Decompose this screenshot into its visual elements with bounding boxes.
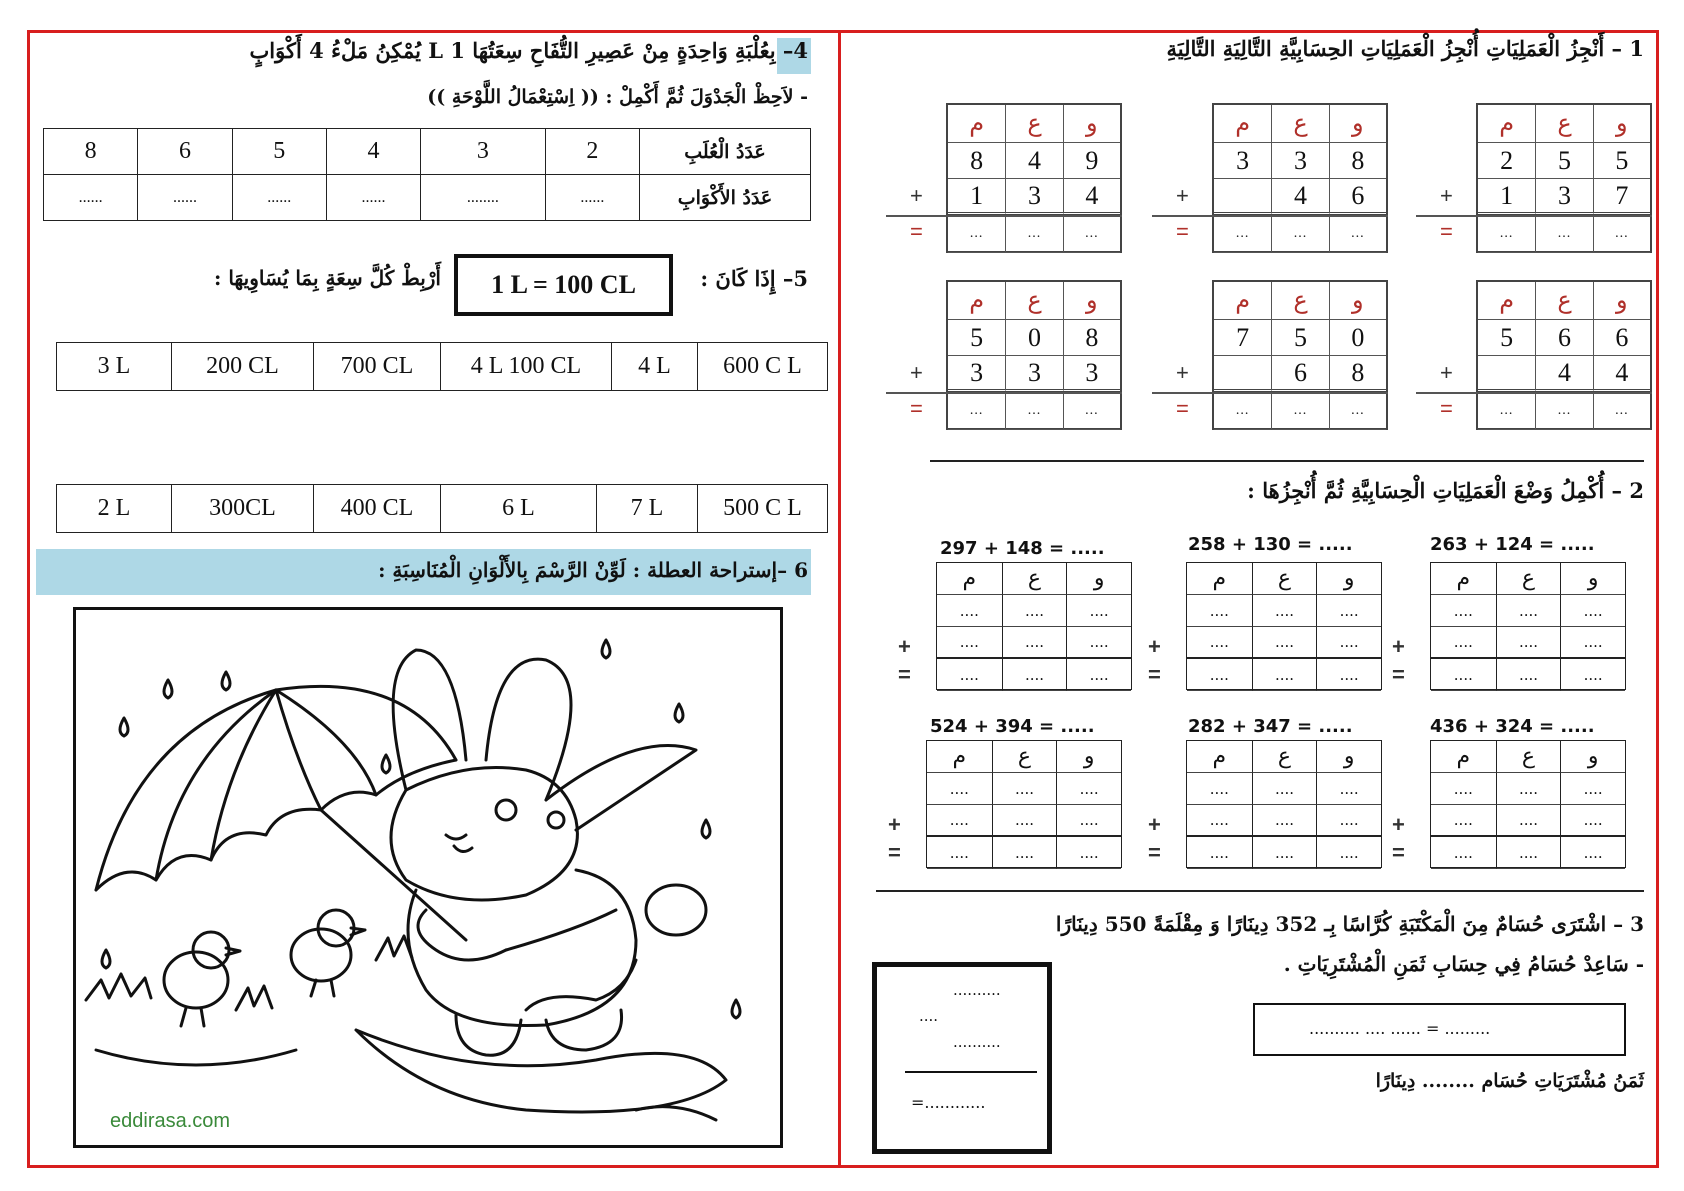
blank-cell[interactable]: .... — [937, 627, 1002, 659]
plus-sign: + — [888, 812, 901, 837]
plus-sign: + — [910, 183, 923, 208]
answer-cell[interactable]: ... — [1478, 392, 1535, 430]
digit-cell: 3 — [1005, 356, 1062, 392]
ex2-title: 2 – أُكْمِلُ وَضْعَ الْعَمَلِيَاتِ الْحِسَابِيَّةِ ثُمَّ أُنْجِزُهَا : — [1247, 478, 1644, 503]
digit-cell: 8 — [948, 143, 1005, 179]
answer-cell[interactable]: .... — [1431, 837, 1496, 869]
ex1-title: 1 – أَنْجِزُ الْعَمَلِيَاتِ أُنْجِزُ الْعَمَلِيَاتِ الحِسَابِيَّةِ التَّالِيَةِ التَّالِيَةِ — [1166, 36, 1644, 61]
column-header: ع — [1252, 741, 1317, 773]
column-header: ع — [1496, 741, 1561, 773]
column-header: و — [1316, 741, 1381, 773]
result-line — [1416, 392, 1652, 394]
plus-sign: + — [1176, 360, 1189, 385]
watermark: eddirasa.com — [110, 1110, 231, 1132]
operation-expression: 263 + 124 = ..... — [1430, 534, 1595, 555]
ex4-table — [43, 128, 811, 221]
answer-cell[interactable]: .... — [1002, 659, 1067, 691]
column-header: ع — [1535, 105, 1592, 143]
row-label: عَدَدُ الْعُلَبِ — [640, 129, 811, 175]
equals-sign: = — [1392, 840, 1405, 865]
digit-cell: 8 — [1063, 320, 1120, 356]
operation-expression: 436 + 324 = ..... — [1430, 716, 1595, 737]
capacity-cell[interactable]: 2 L — [57, 485, 172, 533]
vertical-addition-grid — [1430, 740, 1626, 868]
blank-cell[interactable]: .... — [1316, 627, 1381, 659]
table-row — [44, 175, 811, 221]
answer-cell[interactable]: .... — [1187, 837, 1252, 869]
column-header: و — [1329, 105, 1386, 143]
blank-cell[interactable]: .... — [1560, 595, 1625, 627]
column-header: م — [1431, 741, 1496, 773]
blank-cell[interactable]: .... — [937, 595, 1002, 627]
digit-cell: 6 — [1329, 179, 1386, 215]
digit-cell — [1478, 356, 1535, 392]
ex3-work-box — [872, 962, 1052, 1154]
digit-cell: 5 — [1478, 320, 1535, 356]
addition-table — [946, 103, 1122, 253]
table-row — [57, 343, 828, 391]
blank-cell[interactable]: .... — [1252, 627, 1317, 659]
capacity-cell[interactable]: 700 CL — [314, 343, 441, 391]
answer-cell[interactable]: .... — [937, 659, 1002, 691]
blank-cell[interactable]: .... — [1560, 805, 1625, 837]
column-header: و — [1056, 741, 1121, 773]
blank-cell[interactable]: .... — [992, 773, 1057, 805]
blank-cell[interactable]: .... — [1187, 773, 1252, 805]
vertical-addition-grid — [1186, 562, 1382, 690]
ex3-line1: 3 – اشْتَرَى حُسَامٌ مِنَ الْمَكْتَبَةِ كُرَّاسًا بِـ 352 دِينَارًا وَ مِقْلَمَةً 550 دِينَارًا — [1055, 912, 1644, 936]
work-result[interactable]: =............ — [911, 1093, 986, 1112]
digit-cell: 1 — [948, 179, 1005, 215]
vertical-addition-grid — [1186, 740, 1382, 868]
column-header: م — [937, 563, 1002, 595]
digit-cell: 3 — [1535, 179, 1592, 215]
answer-cell[interactable]: ... — [1063, 392, 1120, 430]
blank-cell[interactable]: ...... — [138, 175, 232, 221]
blank-cell[interactable]: .... — [1431, 773, 1496, 805]
result-line — [1152, 392, 1388, 394]
equals-sign: = — [898, 662, 911, 687]
plus-sign: + — [1148, 634, 1161, 659]
column-header: م — [1187, 741, 1252, 773]
ex3-line2: - سَاعِدْ حُسَامُ فِي حِسَابِ ثَمَنِ الْمُشْتَرِيَاتِ . — [1283, 952, 1644, 976]
digit-cell: 9 — [1063, 143, 1120, 179]
answer-cell[interactable]: ... — [1214, 392, 1271, 430]
capacity-cell[interactable]: 400 CL — [314, 485, 441, 533]
answer-cell[interactable]: .... — [1496, 837, 1561, 869]
equals-sign: = — [888, 840, 901, 865]
vertical-addition-grid — [936, 562, 1132, 690]
blank-cell[interactable]: .... — [992, 805, 1057, 837]
capacity-cell[interactable]: 300CL — [172, 485, 314, 533]
column-header: ع — [1535, 282, 1592, 320]
table-cell: 4 — [326, 129, 420, 175]
answer-cell[interactable]: ... — [1593, 215, 1650, 253]
blank-cell[interactable]: ...... — [326, 175, 420, 221]
column-header: ع — [1271, 282, 1328, 320]
answer-cell[interactable]: ... — [1478, 215, 1535, 253]
blank-cell[interactable]: .... — [1496, 773, 1561, 805]
plus-sign: + — [1440, 183, 1453, 208]
column-header: و — [1316, 563, 1381, 595]
column-header: و — [1329, 282, 1386, 320]
addition-table — [1212, 103, 1388, 253]
blank-cell[interactable]: .... — [1187, 595, 1252, 627]
capacity-cell[interactable]: 6 L — [441, 485, 597, 533]
answer-cell[interactable]: ... — [1329, 215, 1386, 253]
digit-cell: 1 — [1478, 179, 1535, 215]
answer-cell[interactable]: .... — [1252, 659, 1317, 691]
column-header: ع — [1002, 563, 1067, 595]
blank-cell[interactable]: .... — [927, 805, 992, 837]
addition-table — [1476, 103, 1652, 253]
answer-cell[interactable]: .... — [1316, 659, 1381, 691]
separator-line — [930, 460, 1644, 462]
column-header: م — [1431, 563, 1496, 595]
blank-cell[interactable]: .... — [1252, 595, 1317, 627]
blank-cell[interactable]: .... — [1431, 805, 1496, 837]
digit-cell: 6 — [1535, 320, 1592, 356]
work-line: .......... — [953, 981, 1001, 999]
addition-table — [1212, 280, 1388, 430]
answer-text: .......... .... ...... = ......... — [1309, 1019, 1491, 1038]
capacity-cell[interactable]: 600 C L — [698, 343, 828, 391]
result-line — [886, 392, 1122, 394]
equals-sign: = — [1440, 396, 1453, 421]
blank-cell[interactable]: .... — [1316, 595, 1381, 627]
result-line — [886, 215, 1122, 217]
column-header: و — [1066, 563, 1131, 595]
blank-cell[interactable]: .... — [1002, 627, 1067, 659]
answer-cell[interactable]: ... — [1005, 392, 1062, 430]
equals-sign: = — [910, 396, 923, 421]
blank-cell[interactable]: .... — [1066, 627, 1131, 659]
digit-cell: 5 — [1535, 143, 1592, 179]
answer-cell[interactable]: ... — [1593, 392, 1650, 430]
blank-cell[interactable]: ...... — [44, 175, 138, 221]
answer-cell[interactable]: .... — [992, 837, 1057, 869]
equals-sign: = — [1176, 396, 1189, 421]
operation-expression: 258 + 130 = ..... — [1188, 534, 1353, 555]
column-header: م — [1478, 105, 1535, 143]
digit-cell: 4 — [1063, 179, 1120, 215]
digit-cell: 3 — [948, 356, 1005, 392]
blank-cell[interactable]: .... — [1316, 805, 1381, 837]
capacity-cell[interactable]: 200 CL — [172, 343, 314, 391]
blank-cell[interactable]: .... — [1496, 595, 1561, 627]
answer-cell[interactable]: .... — [927, 837, 992, 869]
capacity-cell[interactable]: 500 C L — [698, 485, 828, 533]
column-header: و — [1560, 741, 1625, 773]
column-header: ع — [1252, 563, 1317, 595]
equals-sign: = — [1148, 840, 1161, 865]
blank-cell[interactable]: ........ — [421, 175, 545, 221]
coloring-picture[interactable] — [73, 607, 783, 1148]
ex4-title: 4– بِعُلْبَةِ وَاحِدَةٍ مِنْ عَصِيرِ التُّفَاحِ سِعَتُهَا L 1 يُمْكِنُ مَلْءُ 4 أَكْوَابٍ — [249, 38, 808, 63]
digit-cell: 4 — [1005, 143, 1062, 179]
column-header: و — [1593, 105, 1650, 143]
column-header: و — [1560, 563, 1625, 595]
digit-cell: 5 — [1593, 143, 1650, 179]
answer-cell[interactable]: ... — [1535, 392, 1592, 430]
equals-sign: = — [1148, 662, 1161, 687]
blank-cell[interactable]: .... — [927, 773, 992, 805]
plus-sign: + — [1440, 360, 1453, 385]
answer-cell[interactable]: .... — [1560, 837, 1625, 869]
result-line — [1416, 215, 1652, 217]
answer-cell[interactable]: .... — [1496, 659, 1561, 691]
equals-sign: = — [1392, 662, 1405, 687]
blank-cell[interactable]: .... — [1066, 595, 1131, 627]
column-header: ع — [1005, 105, 1062, 143]
digit-cell: 3 — [1214, 143, 1271, 179]
vertical-addition-grid — [1430, 562, 1626, 690]
answer-cell[interactable]: ... — [1271, 215, 1328, 253]
bunny-umbrella-drawing — [76, 610, 780, 1145]
digit-cell: 7 — [1214, 320, 1271, 356]
blank-cell[interactable]: .... — [1187, 805, 1252, 837]
column-header: ع — [1496, 563, 1561, 595]
answer-cell[interactable]: ... — [1005, 215, 1062, 253]
work-line: .... — [919, 1007, 939, 1025]
plus-sign: + — [898, 634, 911, 659]
blank-cell[interactable]: .... — [1431, 627, 1496, 659]
answer-cell[interactable]: .... — [1056, 837, 1121, 869]
answer-cell[interactable]: .... — [1316, 837, 1381, 869]
blank-cell[interactable]: .... — [1252, 773, 1317, 805]
row-label: عَدَدُ الأَكْوَابِ — [640, 175, 811, 221]
answer-cell[interactable]: ... — [1063, 215, 1120, 253]
digit-cell: 3 — [1271, 143, 1328, 179]
ex4-subtitle: - لاَحِظْ الْجَدْوَلَ ثُمَّ أَكْمِلْ : (( اِسْتِعْمَالُ اللَّوْحَةِ )) — [427, 86, 808, 108]
plus-sign: + — [1392, 634, 1405, 659]
column-header: م — [1214, 282, 1271, 320]
digit-cell: 2 — [1478, 143, 1535, 179]
blank-cell[interactable]: .... — [1252, 805, 1317, 837]
column-header: م — [948, 282, 1005, 320]
addition-table — [946, 280, 1122, 430]
digit-cell: 4 — [1535, 356, 1592, 392]
digit-cell: 6 — [1593, 320, 1650, 356]
blank-cell[interactable]: .... — [1560, 627, 1625, 659]
answer-cell[interactable]: ... — [1271, 392, 1328, 430]
table-cell: 6 — [138, 129, 232, 175]
plus-sign: + — [1148, 812, 1161, 837]
digit-cell: 7 — [1593, 179, 1650, 215]
equals-sign: = — [1440, 219, 1453, 244]
blank-cell[interactable]: .... — [1431, 595, 1496, 627]
table-cell: 2 — [545, 129, 639, 175]
column-header: و — [1063, 282, 1120, 320]
operation-expression: 524 + 394 = ..... — [930, 716, 1095, 737]
column-header: ع — [1271, 105, 1328, 143]
digit-cell: 5 — [1271, 320, 1328, 356]
blank-cell[interactable]: .... — [1316, 773, 1381, 805]
column-header: م — [1214, 105, 1271, 143]
digit-cell — [1214, 356, 1271, 392]
ex6-title: 6 –إستراحة العطلة : لَوِّنْ الرَّسْمَ بِالأَلْوَانِ الْمُنَاسِبَةِ : — [378, 558, 808, 582]
result-line — [1152, 215, 1388, 217]
capacity-cell[interactable]: 7 L — [597, 485, 698, 533]
column-header: و — [1063, 105, 1120, 143]
table-cell: 5 — [232, 129, 326, 175]
answer-cell[interactable]: ... — [1535, 215, 1592, 253]
ex3-final: ثَمَنُ مُشْتَرَيَاتِ حُسَام ........ دِينَارًا — [1375, 1070, 1644, 1092]
plus-sign: + — [1176, 183, 1189, 208]
ex5-table-bottom — [56, 484, 828, 533]
capacity-cell[interactable]: 3 L — [57, 343, 172, 391]
answer-cell[interactable]: .... — [1187, 659, 1252, 691]
table-row — [57, 485, 828, 533]
digit-cell: 6 — [1271, 356, 1328, 392]
digit-cell: 0 — [1005, 320, 1062, 356]
blank-cell[interactable]: .... — [1187, 627, 1252, 659]
digit-cell: 0 — [1329, 320, 1386, 356]
answer-cell[interactable]: ... — [1329, 392, 1386, 430]
ex3-answer-box[interactable] — [1253, 1003, 1626, 1056]
work-line: .......... — [953, 1033, 1001, 1051]
blank-cell[interactable]: ...... — [232, 175, 326, 221]
operation-expression: 297 + 148 = ..... — [940, 538, 1105, 559]
answer-cell[interactable]: .... — [1560, 659, 1625, 691]
equals-sign: = — [1176, 219, 1189, 244]
ex5-title: 5– إِذَا كَانَ : — [700, 266, 808, 291]
vertical-addition-grid — [926, 740, 1122, 868]
blank-cell[interactable]: .... — [1056, 773, 1121, 805]
blank-cell[interactable]: .... — [1560, 773, 1625, 805]
ex5-equation-box: 1 L = 100 CL — [454, 254, 673, 316]
addition-table — [1476, 280, 1652, 430]
digit-cell: 4 — [1593, 356, 1650, 392]
column-header: م — [927, 741, 992, 773]
plus-sign: + — [910, 360, 923, 385]
ex5-instruction: أَرْبِطْ كُلَّ سِعَةٍ بِمَا يُسَاوِيهَا : — [213, 266, 441, 290]
answer-cell[interactable]: .... — [1431, 659, 1496, 691]
digit-cell: 5 — [948, 320, 1005, 356]
table-cell: 8 — [44, 129, 138, 175]
blank-cell[interactable]: .... — [1496, 805, 1561, 837]
separator-line — [876, 890, 1644, 892]
digit-cell: 8 — [1329, 143, 1386, 179]
operation-expression: 282 + 347 = ..... — [1188, 716, 1353, 737]
column-header: م — [1187, 563, 1252, 595]
answer-cell[interactable]: .... — [1252, 837, 1317, 869]
column-header: م — [1478, 282, 1535, 320]
sum-line — [905, 1071, 1037, 1073]
digit-cell: 8 — [1329, 356, 1386, 392]
column-header: و — [1593, 282, 1650, 320]
table-cell: 3 — [421, 129, 545, 175]
plus-sign: + — [1392, 812, 1405, 837]
digit-cell: 4 — [1271, 179, 1328, 215]
equals-sign: = — [910, 219, 923, 244]
column-header: ع — [992, 741, 1057, 773]
capacity-cell[interactable]: 4 L 100 CL — [441, 343, 612, 391]
blank-cell[interactable]: .... — [1002, 595, 1067, 627]
blank-cell[interactable]: ...... — [545, 175, 639, 221]
digit-cell: 3 — [1005, 179, 1062, 215]
answer-cell[interactable]: .... — [1066, 659, 1131, 691]
digit-cell — [1214, 179, 1271, 215]
column-header: ع — [1005, 282, 1062, 320]
table-row — [44, 129, 811, 175]
column-divider — [838, 30, 841, 1168]
answer-cell[interactable]: ... — [948, 392, 1005, 430]
blank-cell[interactable]: .... — [1496, 627, 1561, 659]
ex5-table-top — [56, 342, 828, 391]
answer-cell[interactable]: ... — [948, 215, 1005, 253]
digit-cell: 3 — [1063, 356, 1120, 392]
column-header: م — [948, 105, 1005, 143]
capacity-cell[interactable]: 4 L — [612, 343, 698, 391]
answer-cell[interactable]: ... — [1214, 215, 1271, 253]
blank-cell[interactable]: .... — [1056, 805, 1121, 837]
